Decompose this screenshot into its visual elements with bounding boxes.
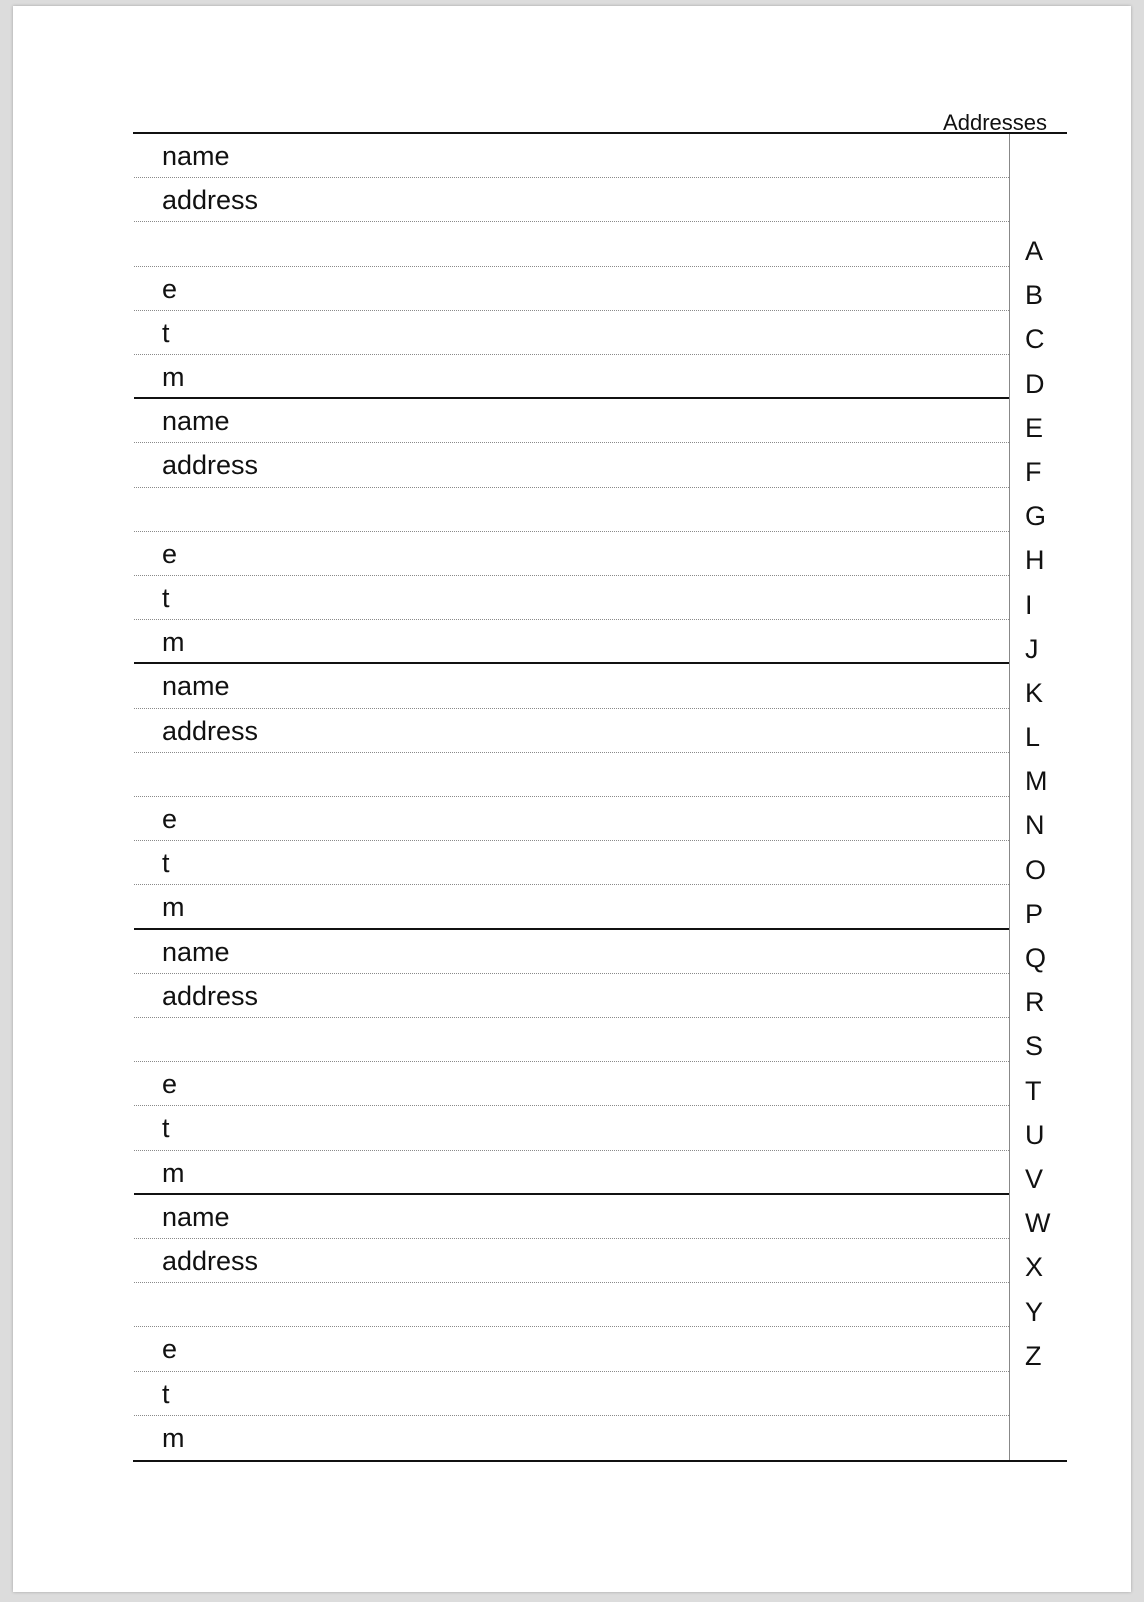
address-line-2 xyxy=(134,1018,1009,1062)
name-line: name xyxy=(134,399,1009,443)
telephone-line: t xyxy=(134,1372,1009,1416)
address-line: address xyxy=(134,443,1009,487)
index-letter: Y xyxy=(1025,1296,1044,1327)
index-letter: M xyxy=(1025,766,1048,797)
index-letter: N xyxy=(1025,810,1045,841)
address-line: address xyxy=(134,178,1009,222)
address-line: address xyxy=(134,1239,1009,1283)
address-line-2 xyxy=(134,753,1009,797)
index-letter: W xyxy=(1025,1208,1051,1239)
address-entry xyxy=(134,664,1009,929)
bottom-rule xyxy=(133,1460,1067,1462)
name-line: name xyxy=(134,134,1009,178)
address-line-2 xyxy=(134,1283,1009,1327)
address-book-page xyxy=(13,6,1131,1592)
index-letter: F xyxy=(1025,456,1042,487)
index-letter: J xyxy=(1025,633,1039,664)
index-divider xyxy=(1009,134,1010,1460)
index-letter: B xyxy=(1025,280,1044,311)
index-letter: U xyxy=(1025,1119,1045,1150)
mobile-line: m xyxy=(162,1157,185,1188)
email-line: e xyxy=(134,1062,1009,1106)
address-line-2 xyxy=(134,488,1009,532)
telephone-line: t xyxy=(134,841,1009,885)
address-entry xyxy=(134,399,1009,664)
address-entry xyxy=(134,930,1009,1195)
index-letter: T xyxy=(1025,1075,1042,1106)
address-line-2 xyxy=(134,222,1009,266)
email-line: e xyxy=(134,797,1009,841)
name-line: name xyxy=(134,664,1009,708)
index-letter: P xyxy=(1025,898,1044,929)
address-entries xyxy=(134,134,1009,1460)
index-letter: Z xyxy=(1025,1340,1042,1371)
telephone-line: t xyxy=(134,311,1009,355)
name-line: name xyxy=(134,1195,1009,1239)
index-letter: K xyxy=(1025,677,1044,708)
telephone-line: t xyxy=(134,1106,1009,1150)
index-letter: X xyxy=(1025,1252,1044,1283)
page-title: Addresses xyxy=(943,110,1047,135)
index-letter: D xyxy=(1025,368,1045,399)
index-letter: L xyxy=(1025,722,1041,753)
index-letter: H xyxy=(1025,545,1045,576)
index-letter: O xyxy=(1025,854,1047,885)
index-letter: C xyxy=(1025,324,1045,355)
index-letter: E xyxy=(1025,412,1044,443)
email-line: e xyxy=(134,1327,1009,1371)
telephone-line: t xyxy=(134,576,1009,620)
address-entry xyxy=(134,134,1009,399)
index-letter: A xyxy=(1025,236,1044,266)
mobile-line: m xyxy=(162,892,185,923)
mobile-line: m xyxy=(162,1422,185,1453)
index-letter: Q xyxy=(1025,943,1047,973)
index-letter: S xyxy=(1025,1031,1044,1062)
index-letter: V xyxy=(1025,1163,1044,1194)
index-letter: I xyxy=(1025,589,1033,620)
address-line: address xyxy=(134,974,1009,1018)
alphabet-index xyxy=(1021,229,1067,1378)
address-line: address xyxy=(134,709,1009,753)
index-letter: R xyxy=(1025,987,1045,1018)
index-letter: G xyxy=(1025,501,1047,532)
mobile-line: m xyxy=(162,361,185,392)
mobile-line: m xyxy=(162,627,185,658)
name-line: name xyxy=(134,930,1009,974)
email-line: e xyxy=(134,267,1009,311)
email-line: e xyxy=(134,532,1009,576)
address-entry xyxy=(134,1195,1009,1460)
